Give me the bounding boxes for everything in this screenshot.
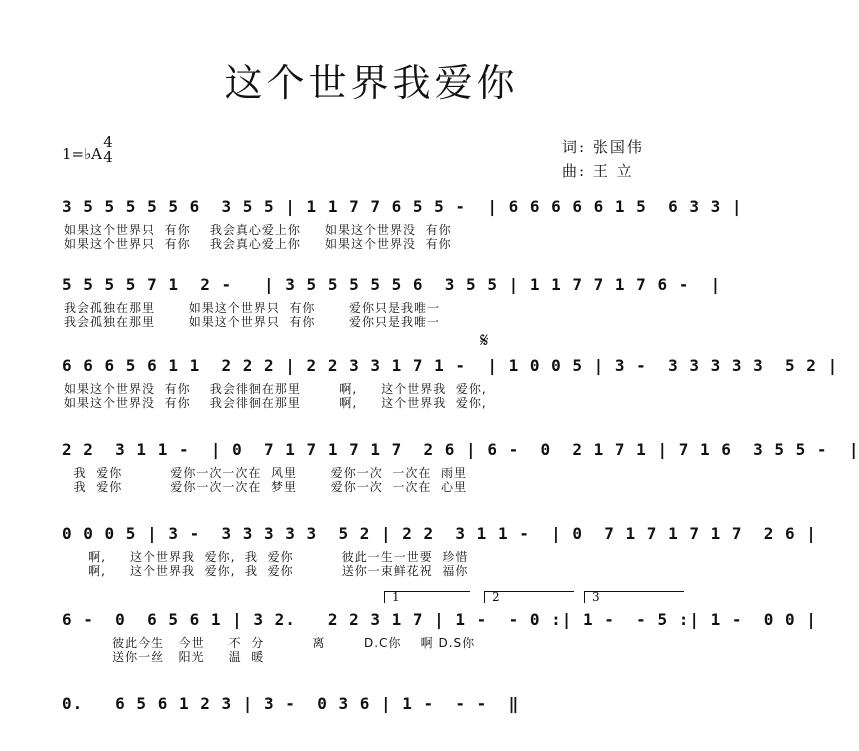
lyrics-verse-2: 我 爱你 爱你一次一次在 梦里 爱你一次 一次在 心里 — [64, 480, 467, 494]
lyrics-verse-2: 如果这个世界没 有你 我会徘徊在那里 啊, 这个世界我 爱你, — [64, 396, 487, 410]
notation-line: 6 6 6 5 6 1 1 2 2 2 | 2 2 3 3 1 7 1 - | 1 0 0 5 | 3 - 3 3 3 3 3 5 2 | — [62, 356, 839, 375]
lyrics-verse-2: 如果这个世界只 有你 我会真心爱上你 如果这个世界没 有你 — [64, 237, 452, 251]
lyricist-credit: 词: 张国伟 — [562, 138, 644, 156]
notation-line: 2 2 3 1 1 - | 0 7 1 7 1 7 1 7 2 6 | 6 - 0 2 1 7 1 | 7 1 6 3 5 5 - | — [62, 440, 859, 459]
notation-line: 3 5 5 5 5 5 6 3 5 5 | 1 1 7 7 6 5 5 - | 6 6 6 6 6 1 5 6 3 3 | — [62, 197, 743, 216]
lyrics-verse-1: 如果这个世界没 有你 我会徘徊在那里 啊, 这个世界我 爱你, — [64, 382, 487, 396]
time-sig-top: 4 — [103, 133, 113, 151]
time-signature — [102, 135, 114, 165]
volta-3-label: 3 — [592, 590, 600, 604]
notation-line: 0. 6 5 6 1 2 3 | 3 - 0 3 6 | 1 - - - ‖ — [62, 694, 520, 713]
composer-credit: 曲: 王 立 — [562, 162, 634, 180]
lyrics-verse-2 — [64, 734, 684, 748]
time-sig-bottom: 4 — [103, 148, 113, 166]
credits — [562, 135, 644, 183]
volta-3-tick — [584, 591, 585, 603]
volta-2-label: 2 — [492, 590, 500, 604]
lyrics-verse-1: 啊, 这个世界我 爱你, 我 爱你 彼此一生一世要 珍惜 — [64, 550, 469, 564]
volta-1-label: 1 — [392, 590, 400, 604]
volta-1-tick — [384, 591, 385, 603]
key-signature: 1=♭A — [62, 145, 103, 163]
notation-line: 0 0 0 5 | 3 - 3 3 3 3 3 5 2 | 2 2 3 1 1 - | 0 7 1 7 1 7 1 7 2 6 | — [62, 524, 817, 543]
lyrics-verse-1: 我会孤独在那里 如果这个世界只 有你 爱你只是我唯一 — [64, 301, 441, 315]
lyrics-verse-1: 我 爱你 爱你一次一次在 风里 爱你一次 一次在 雨里 — [64, 466, 467, 480]
segno-sign: 𝄋 — [480, 328, 489, 352]
lyrics-verse-1: 彼此今生 今世 不 分 离 D.C你 啊 D.S你 — [64, 636, 476, 650]
lyrics-verse-1 — [64, 720, 684, 734]
notation-line: 5 5 5 5 7 1 2 - | 3 5 5 5 5 5 6 3 5 5 | 1 1 7 7 1 7 6 - | — [62, 275, 722, 294]
lyrics-verse-1: 如果这个世界只 有你 我会真心爱上你 如果这个世界没 有你 — [64, 223, 452, 237]
notation-line: 6 - 0 6 5 6 1 | 3 2. 2 2 3 1 7 | 1 - - 0 :| 1 - - 5 :| 1 - 0 0 | — [62, 610, 817, 629]
lyrics-verse-2: 送你一丝 阳光 温 暖 — [64, 650, 265, 664]
lyrics-verse-2: 啊, 这个世界我 爱你, 我 爱你 送你一束鲜花祝 福你 — [64, 564, 469, 578]
volta-2-tick — [484, 591, 485, 603]
song-title: 这个世界我爱你 — [224, 61, 519, 105]
lyrics-verse-2: 我会孤独在那里 如果这个世界只 有你 爱你只是我唯一 — [64, 315, 441, 329]
